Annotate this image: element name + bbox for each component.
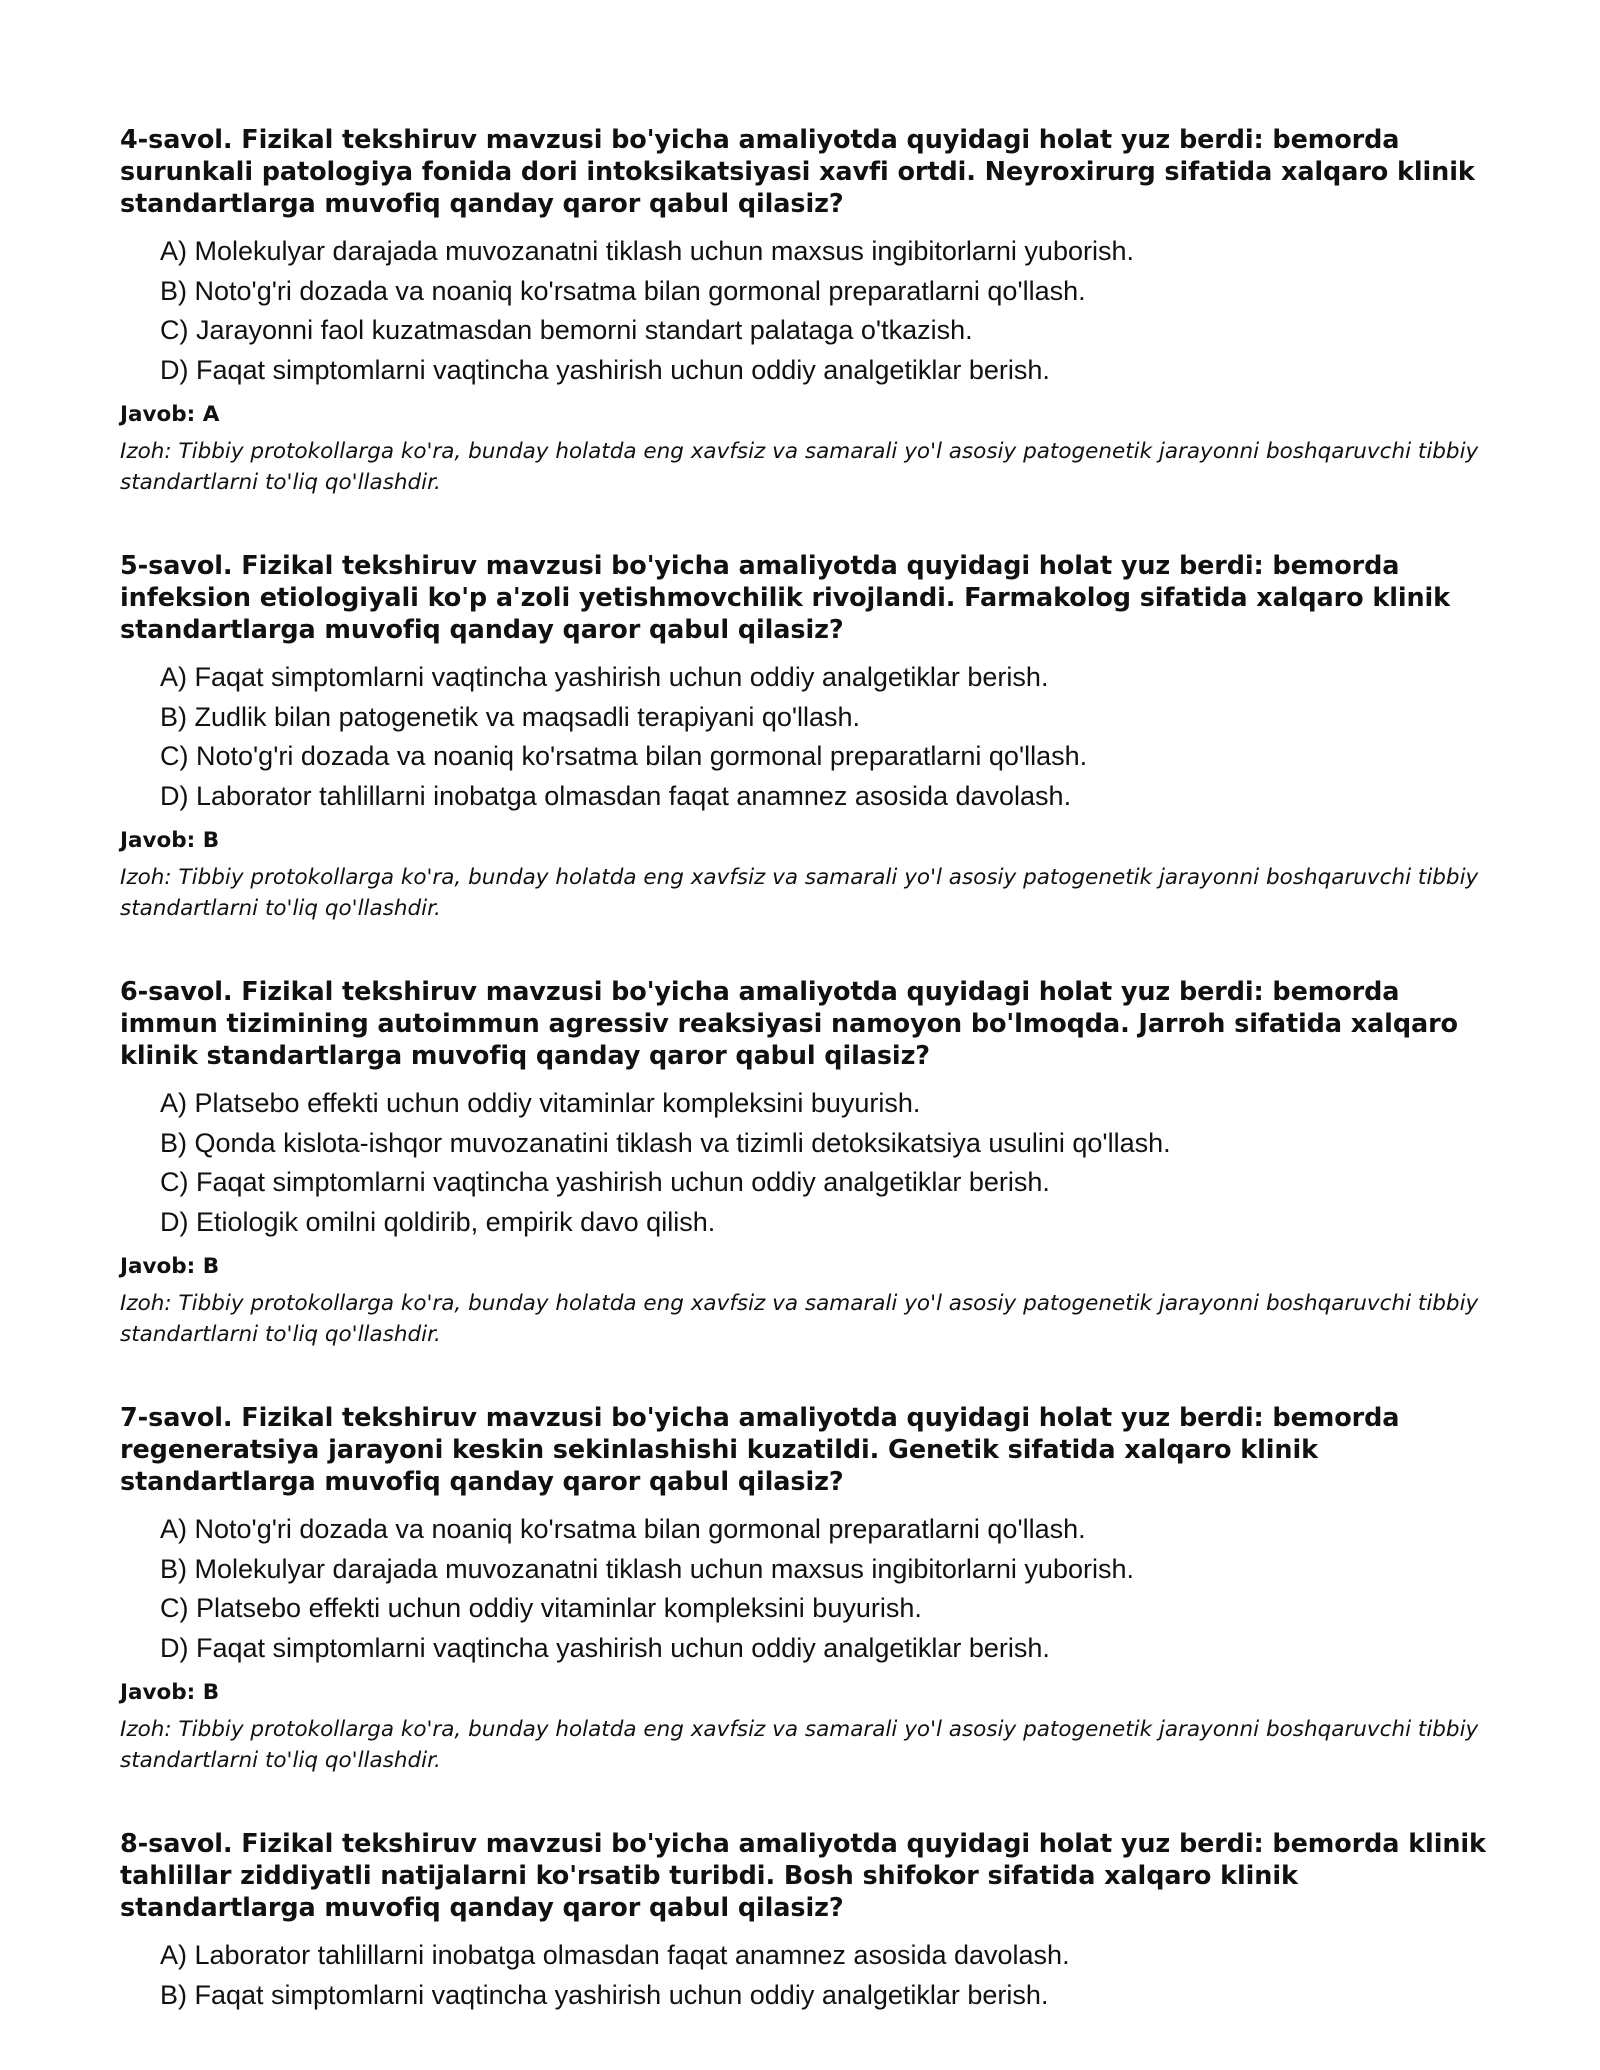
question-6 xyxy=(120,976,1500,1350)
option-d: D) Faqat simptomlarni vaqtincha yashirish uchun oddiy analgetiklar berish. xyxy=(160,354,1050,385)
option-a: A) Laborator tahlillarni inobatga olmasdan faqat anamnez asosida davolash. xyxy=(160,1940,1070,1970)
question-7 xyxy=(120,1402,1500,1776)
answer-label: Javob: A xyxy=(120,402,220,427)
option-c: C) Faqat simptomlarni vaqtincha yashirish uchun oddiy analgetiklar berish. xyxy=(160,1167,1050,1197)
explanation-note: Izoh: Tibbiy protokollarga ko'ra, bunday holatda eng xavfsiz va samarali yo'l asosiy patogenetik jarayonni boshqaruvchi tibbiy standartlarni to'liq qo'llashdir. xyxy=(120,439,1479,495)
option-c: C) Noto'g'ri dozada va noaniq ko'rsatma bilan gormonal preparatlarni qo'llash. xyxy=(160,741,1088,771)
option-a: A) Noto'g'ri dozada va noaniq ko'rsatma bilan gormonal preparatlarni qo'llash. xyxy=(160,1514,1086,1544)
answer-label: Javob: B xyxy=(120,1254,220,1279)
option-a: A) Molekulyar darajada muvozanatni tiklash uchun maxsus ingibitorlarni yuborish. xyxy=(160,236,1134,266)
option-a: A) Faqat simptomlarni vaqtincha yashirish uchun oddiy analgetiklar berish. xyxy=(160,662,1049,692)
option-d: D) Faqat simptomlarni vaqtincha yashirish uchun oddiy analgetiklar berish. xyxy=(160,1632,1050,1663)
explanation-note: Izoh: Tibbiy protokollarga ko'ra, bunday holatda eng xavfsiz va samarali yo'l asosiy patogenetik jarayonni boshqaruvchi tibbiy standartlarni to'liq qo'llashdir. xyxy=(120,865,1479,921)
answer-label: Javob: B xyxy=(120,828,220,853)
option-b: B) Molekulyar darajada muvozanatni tiklash uchun maxsus ingibitorlarni yuborish. xyxy=(160,1553,1134,1584)
option-b: B) Qonda kislota-ishqor muvozanatini tiklash va tizimli detoksikatsiya usulini qo'llash. xyxy=(160,1127,1171,1158)
option-d: D) Etiologik omilni qoldirib, empirik davo qilish. xyxy=(160,1206,716,1237)
answer-label: Javob: B xyxy=(120,1680,220,1705)
option-list xyxy=(120,1936,1500,2015)
question-title: 5-savol. Fizikal tekshiruv mavzusi bo'yicha amaliyotda quyidagi holat yuz berdi: bemorda infeksion etiologiyali ko'p a'zoli yetishmovchilik rivojlandi. Farmakolog sifatida xalqaro klinik standartlarga muvofiq qanday qaror qabul qilasiz? xyxy=(120,551,1451,645)
explanation-note: Izoh: Tibbiy protokollarga ko'ra, bunday holatda eng xavfsiz va samarali yo'l asosiy patogenetik jarayonni boshqaruvchi tibbiy standartlarni to'liq qo'llashdir. xyxy=(120,1717,1479,1773)
explanation-note: Izoh: Tibbiy protokollarga ko'ra, bunday holatda eng xavfsiz va samarali yo'l asosiy patogenetik jarayonni boshqaruvchi tibbiy standartlarni to'liq qo'llashdir. xyxy=(120,1291,1479,1347)
option-d: D) Laborator tahlillarni inobatga olmasdan faqat anamnez asosida davolash. xyxy=(160,780,1072,811)
question-title: 6-savol. Fizikal tekshiruv mavzusi bo'yicha amaliyotda quyidagi holat yuz berdi: bemorda immun tizimining autoimmun agressiv reaksiyasi namoyon bo'lmoqda. Jarroh sifatida xalqaro klinik standartlarga muvofiq qanday qaror qabul qilasiz? xyxy=(120,977,1458,1071)
question-title: 4-savol. Fizikal tekshiruv mavzusi bo'yicha amaliyotda quyidagi holat yuz berdi: bemorda surunkali patologiya fonida dori intoksikatsiyasi xavfi ortdi. Neyroxirurg sifatida xalqaro klinik standartlarga muvofiq qanday qaror qabul qilasiz? xyxy=(120,125,1475,219)
question-title: 7-savol. Fizikal tekshiruv mavzusi bo'yicha amaliyotda quyidagi holat yuz berdi: bemorda regeneratsiya jarayoni keskin sekinlashishi kuzatildi. Genetik sifatida xalqaro klinik standartlarga muvofiq qanday qaror qabul qilasiz? xyxy=(120,1403,1400,1497)
option-c: C) Platsebo effekti uchun oddiy vitaminlar kompleksini buyurish. xyxy=(160,1593,922,1623)
document-page xyxy=(120,124,1500,2067)
option-b: B) Noto'g'ri dozada va noaniq ko'rsatma bilan gormonal preparatlarni qo'llash. xyxy=(160,275,1086,306)
option-c: C) Jarayonni faol kuzatmasdan bemorni standart palataga o'tkazish. xyxy=(160,315,973,345)
option-b: B) Zudlik bilan patogenetik va maqsadli terapiyani qo'llash. xyxy=(160,701,861,732)
option-list xyxy=(120,1084,1500,1242)
option-a: A) Platsebo effekti uchun oddiy vitaminlar kompleksini buyurish. xyxy=(160,1088,921,1118)
question-title: 8-savol. Fizikal tekshiruv mavzusi bo'yicha amaliyotda quyidagi holat yuz berdi: bemorda klinik tahlillar ziddiyatli natijalarni ko'rsatib turibdi. Bosh shifokor sifatida xalqaro klinik standartlarga muvofiq qanday qaror qabul qilasiz? xyxy=(120,1829,1486,1923)
option-list xyxy=(120,1510,1500,1668)
option-list xyxy=(120,232,1500,390)
option-b: B) Faqat simptomlarni vaqtincha yashirish uchun oddiy analgetiklar berish. xyxy=(160,1979,1049,2010)
question-4 xyxy=(120,124,1500,498)
option-list xyxy=(120,658,1500,816)
question-8 xyxy=(120,1828,1500,2015)
question-5 xyxy=(120,550,1500,924)
